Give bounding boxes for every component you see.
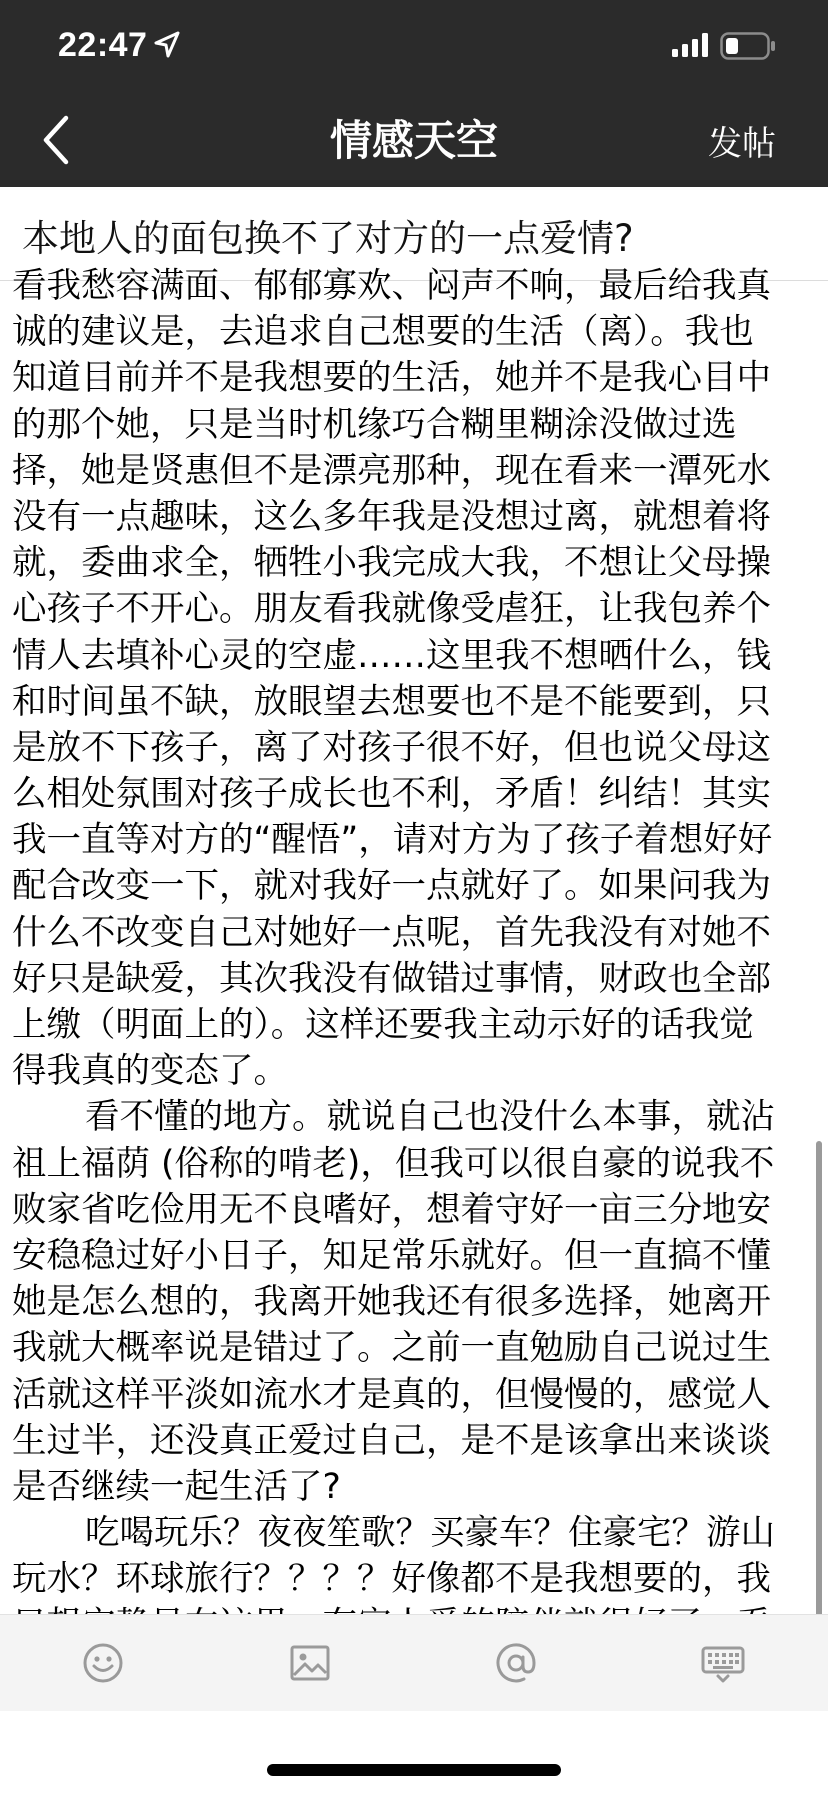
home-indicator-area	[0, 1711, 828, 1793]
home-indicator[interactable]	[267, 1764, 561, 1776]
post-text-line: 什么不改变自己对她好一点呢，首先我没有对她不	[12, 912, 771, 953]
status-time: 22:47	[58, 26, 148, 64]
post-text-line: 就，委曲求全，牺牲小我完成大我，不想让父母操	[12, 543, 771, 584]
post-text-line: 上缴（明面上的）。这样还要我主动示好的话我觉	[12, 1005, 754, 1045]
post-text-line: 诚的建议是，去追求自己想要的生活（离）。我也	[12, 312, 754, 353]
post-text-line: 吃喝玩乐？夜夜笙歌？买豪车？住豪宅？游山	[85, 1513, 775, 1554]
post-text-line: 没有一点趣味，这么多年我是没想过离，就想着将	[12, 496, 771, 537]
nav-title: 情感天空	[329, 116, 498, 165]
post-text-line: 得我真的变态了。	[12, 1051, 288, 1092]
post-button[interactable]: 发帖	[708, 124, 776, 164]
post-text-line: 我就大概率说是错过了。之前一直勉励自己说过生	[12, 1328, 771, 1369]
post-text-line: 祖上福荫 (俗称的啃老)，但我可以很自豪的说我不	[12, 1143, 775, 1184]
post-text-line: 是否继续一起生活了?	[12, 1466, 341, 1507]
keyboard-icon[interactable]	[701, 1641, 745, 1685]
post-text-line: 知道目前并不是我想要的生活，她并不是我心目中	[12, 358, 771, 399]
battery-icon	[720, 32, 776, 60]
post-content[interactable]	[0, 266, 828, 1614]
top-bar	[0, 0, 828, 187]
post-text-line: 择，她是贤惠但不是漂亮那种，现在看来一潭死水	[12, 450, 771, 491]
post-text-line: 看不懂的地方。就说自己也没什么本事，就沾	[85, 1097, 775, 1138]
post-text-line: 她是怎么想的，我离开她我还有很多选择，她离开	[12, 1282, 771, 1323]
post-text-line: 心孩子不开心。朋友看我就像受虐狂，让我包养个	[12, 589, 771, 630]
post-text-line: 安稳稳过好小日子，知足常乐就好。但一直搞不懂	[12, 1235, 771, 1276]
post-text-line: 生过半，还没真正爱过自己，是不是该拿出来谈谈	[12, 1420, 771, 1461]
location-arrow-icon	[152, 30, 182, 60]
compose-toolbar	[0, 1614, 828, 1711]
post-text-line: 活就这样平淡如流水才是真的，但慢慢的，感觉人	[12, 1374, 771, 1415]
signal-icon	[672, 33, 710, 57]
post-text-line: 玩水？环球旅行？？？？好像都不是我想要的，我	[12, 1559, 771, 1600]
emoji-icon[interactable]	[81, 1641, 125, 1685]
post-text-line: 败家省吃俭用无不良嗜好，想着守好一亩三分地安	[12, 1189, 771, 1230]
post-text-line: 看我愁容满面、郁郁寡欢、闷声不响，最后给我真	[12, 266, 771, 306]
post-text-line: 么相处氛围对孩子成长也不利，矛盾！纠结！其实	[12, 774, 771, 815]
post-body	[12, 263, 816, 1695]
post-title: 本地人的面包换不了对方的一点爱情?	[22, 217, 634, 260]
post-text-line: 配合改变一下，就对我好一点就好了。如果问我为	[12, 866, 771, 907]
post-text-line: 是放不下孩子，离了对孩子很不好，但也说父母这	[12, 727, 771, 768]
scrollbar[interactable]	[816, 1141, 822, 1681]
post-text-line: 和时间虽不缺，放眼望去想要也不是不能要到，只	[12, 681, 771, 722]
image-icon[interactable]	[288, 1641, 332, 1685]
post-text-line: 情人去填补心灵的空虚……这里我不想晒什么，钱	[12, 635, 771, 676]
at-icon[interactable]	[494, 1641, 538, 1685]
post-text-line: 我一直等对方的“醒悟”，请对方为了孩子着想好好	[12, 820, 773, 861]
post-text-line: 好只是缺爱，其次我没有做错过事情，财政也全部	[12, 958, 771, 999]
post-text-line: 的那个她，只是当时机缘巧合糊里糊涂没做过选	[12, 404, 737, 445]
